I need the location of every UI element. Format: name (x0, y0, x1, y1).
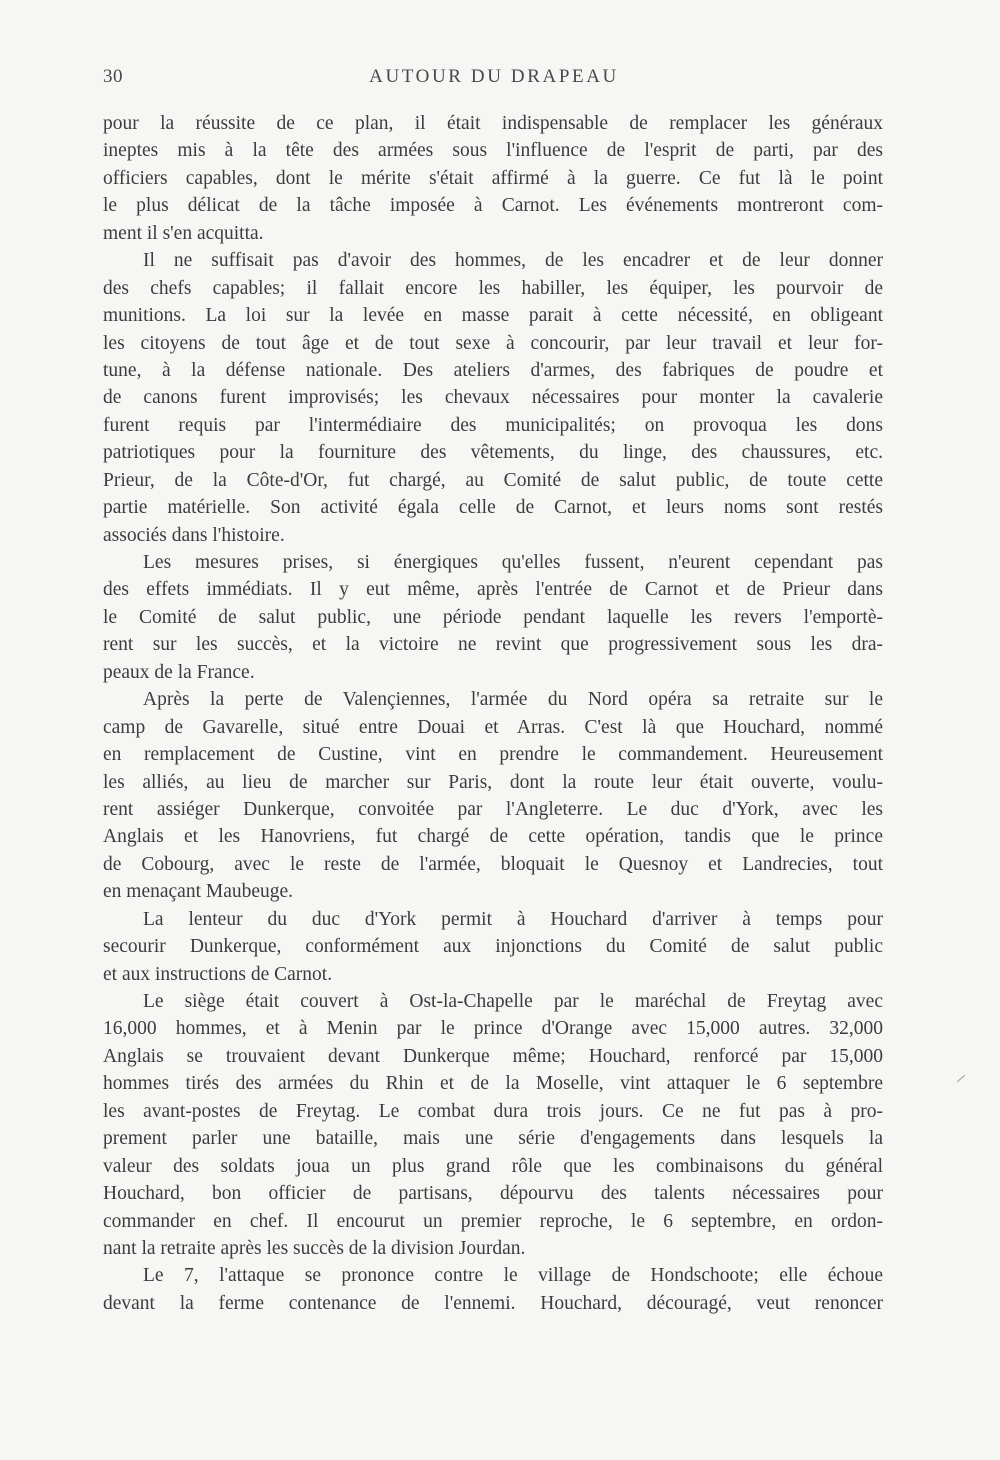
paragraph (103, 110, 883, 247)
body-text (103, 110, 883, 1317)
page-number: 30 (103, 66, 123, 87)
text-line: en menaçant Maubeuge. (103, 881, 294, 903)
text-line: les alliés, au lieu de marcher sur Paris, dont la route leur était ouverte, voulu- (103, 771, 883, 793)
text-line: Après la perte de Valençiennes, l'armée du Nord opéra sa retraite sur le (143, 689, 883, 711)
text-line: La lenteur du duc d'York permit à Houchard d'arriver à temps pour (143, 908, 883, 930)
text-line: Le siège était couvert à Ost-la-Chapelle par le maréchal de Freytag avec (143, 991, 883, 1012)
text-line: des effets immédiats. Il y eut même, après l'entrée de Carnot et de Prieur dans (103, 579, 883, 601)
text-line: partie matérielle. Son activité égala celle de Carnot, et leurs noms sont restés (103, 497, 883, 519)
running-title: AUTOUR DU DRAPEAU (369, 66, 619, 87)
text-line: commander en chef. Il encourut un premier reproche, le 6 septembre, en ordon- (103, 1210, 883, 1232)
paragraph (103, 686, 883, 906)
text-line: les avant-postes de Freytag. Le combat dura trois jours. Ce ne fut pas à pro- (103, 1100, 883, 1122)
text-line: ineptes mis à la tête des armées sous l'influence de l'esprit de parti, par des (103, 140, 883, 162)
text-line: associés dans l'histoire. (103, 524, 285, 546)
text-line: Il ne suffisait pas d'avoir des hommes, de les encadrer et de leur donner (143, 250, 883, 272)
text-line: Les mesures prises, si énergiques qu'elles fussent, n'eurent cependant pas (143, 552, 883, 573)
text-line: des chefs capables; il fallait encore les habiller, les équiper, les pourvoir de (103, 277, 883, 299)
text-line: Anglais se trouvaient devant Dunkerque même; Houchard, renforcé par 15,000 (103, 1045, 883, 1067)
paragraph (103, 247, 883, 549)
running-head (103, 66, 885, 92)
paragraph (103, 906, 883, 988)
paragraph (103, 1262, 883, 1317)
text-line: devant la ferme contenance de l'ennemi. Houchard, découragé, veut renoncer (103, 1292, 883, 1314)
text-line: camp de Gavarelle, situé entre Douai et Arras. C'est là que Houchard, nommé (103, 716, 883, 738)
text-line: secourir Dunkerque, conformément aux injonctions du Comité de salut public (103, 936, 883, 958)
text-line: 16,000 hommes, et à Menin par le prince d'Orange avec 15,000 autres. 32,000 (103, 1018, 883, 1040)
paragraph (103, 988, 883, 1262)
text-line: de canons furent improvisés; les chevaux nécessaires pour monter la cavalerie (103, 387, 883, 409)
margin-mark (957, 1075, 965, 1082)
text-line: patriotiques pour la fourniture des vêtements, du linge, des chaussures, etc. (103, 442, 883, 464)
text-line: peaux de la France. (103, 661, 255, 683)
text-line: Houchard, bon officier de partisans, dépourvu des talents nécessaires pour (103, 1183, 883, 1205)
text-line: rent assiéger Dunkerque, convoitée par l'Angleterre. Le duc d'York, avec les (103, 798, 883, 820)
text-line: de Cobourg, avec le reste de l'armée, bloquait le Quesnoy et Landrecies, tout (103, 853, 883, 875)
text-line: le plus délicat de la tâche imposée à Carnot. Les événements montreront com- (103, 195, 883, 217)
text-line: Prieur, de la Côte-d'Or, fut chargé, au Comité de salut public, de toute cette (103, 469, 883, 491)
paragraph (103, 549, 883, 686)
text-line: rent sur les succès, et la victoire ne revint que progressivement sous les dra- (103, 634, 883, 656)
text-line: nant la retraite après les succès de la division Jourdan. (103, 1237, 526, 1259)
text-line: ment il s'en acquitta. (103, 222, 264, 244)
text-line: munitions. La loi sur la levée en masse parait à cette nécessité, en obligeant (103, 305, 883, 327)
text-line: valeur des soldats joua un plus grand rôle que les combinaisons du général (103, 1155, 883, 1177)
text-line: officiers capables, dont le mérite s'était affirmé à la guerre. Ce fut là le point (103, 167, 883, 189)
text-line: pour la réussite de ce plan, il était indispensable de remplacer les généraux (103, 113, 883, 134)
text-line: en remplacement de Custine, vint en prendre le commandement. Heureusement (103, 744, 883, 766)
text-line: Anglais et les Hanovriens, fut chargé de cette opération, tandis que le prince (103, 826, 883, 848)
text-line: hommes tirés des armées du Rhin et de la Moselle, vint attaquer le 6 septembre (103, 1073, 883, 1095)
text-line: et aux instructions de Carnot. (103, 963, 333, 985)
text-line: prement parler une bataille, mais une série d'engagements dans lesquels la (103, 1128, 883, 1150)
text-line: tune, à la défense nationale. Des ateliers d'armes, des fabriques de poudre et (103, 359, 883, 381)
text-line: furent requis par l'intermédiaire des municipalités; on provoqua les dons (103, 414, 883, 436)
text-line: les citoyens de tout âge et de tout sexe à concourir, par leur travail et leur for- (103, 332, 883, 354)
text-line: le Comité de salut public, une période pendant laquelle les revers l'emportè- (103, 606, 883, 628)
text-line: Le 7, l'attaque se prononce contre le village de Hondschoote; elle échoue (143, 1265, 883, 1287)
